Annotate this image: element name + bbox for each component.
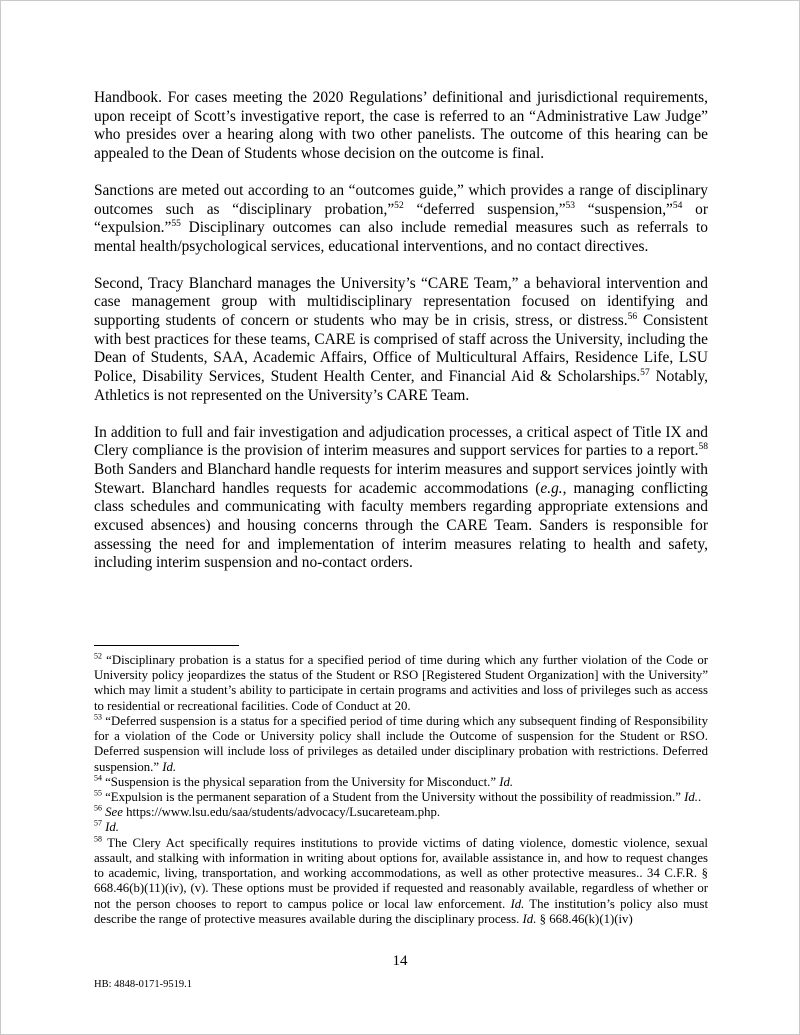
paragraph-2: Sanctions are meted out according to an “outcomes guide,” which provides a range of disciplinary outcomes such as “disciplinary probation,”$^{52}$ “deferred suspension,”$^{53}$ “suspension,”$^{54}$ or “expulsion.”$^{55}$ Disciplinary outcomes can also include remedial measures such as referrals to mental health/psychological services, educational interventions, and no contact directives. (94, 181, 708, 255)
paragraph-1: Handbook. For cases meeting the 2020 Regulations’ definitional and jurisdictional requirements, upon receipt of Scott’s investigative report, the case is referred to an “Administrative Law Judge” who presides over a hearing along with two other panelists. The outcome of this hearing can be appealed to the Dean of Students whose decision on the outcome is final. (94, 89, 708, 163)
footer-doc-id: HB: 4848-0171-9519.1 (94, 979, 192, 990)
footnote-55: $^{55}$ “Expulsion is the permanent separation of a Student from the University without the possibility of readmission.” Id.. (94, 788, 702, 804)
footnote-58: $^{58}$ The Clery Act specifically requires institutions to provide victims of dating violence, domestic violence, sexual assault, and stalking with information in writing about options for, available assistance in, and how to request changes to academic, living, transportation, and working accommodations, as well as other protective measures.. 34 C.F.R. § 668.46(b)(11)(iv), (v). These options must be provided if requested and reasonably available, regardless of whether or not the person chooses to report to campus police or local law enforcement. Id. The institution’s policy also must describe the range of protective measures available during the disciplinary process. Id. § 668.46(k)(1)(iv) (94, 834, 709, 926)
footnote-area (94, 645, 708, 927)
page-number: 14 (392, 953, 408, 969)
footnote-53: $^{53}$ “Deferred suspension is a status for a specified period of time during which any subsequent finding of Responsibility for a violation of the Code or University policy shall include the Outcome of suspension for the Student or RSO. Deferred suspension will include loss of privileges as detailed under disciplinary probation with restrictions. Deferred suspension.” Id. (94, 712, 708, 774)
footnote-52: $^{52}$ “Disciplinary probation is a status for a specified period of time during which any further violation of the Code or University policy jeopardizes the status of the Student or RSO [Registered Student Organization] with the University” which may limit a student’s ability to participate in certain programs and activities and loss of privileges such as access to residential or recreational facilities. Code of Conduct at 20. (94, 651, 708, 713)
body-text (94, 89, 708, 591)
footnote-57: $^{57}$ Id. (94, 819, 119, 835)
footnote-separator (94, 645, 239, 646)
footnote-54: $^{54}$ “Suspension is the physical separation from the University for Misconduct.” Id. (94, 773, 514, 789)
paragraph-4: In addition to full and fair investigation and adjudication processes, a critical aspect of Title IX and Clery compliance is the provision of interim measures and support services for parties to a report.$^{58}$ Both Sanders and Blanchard handle requests for interim measures and support services jointly with Stewart. Blanchard handles requests for academic accommodations (e.g., managing conflicting class schedules and communicating with faculty members regarding appropriate extensions and excused absences) and housing concerns through the CARE Team. Sanders is responsible for assessing the need for and implementation of interim measures relating to health and safety, including interim suspension and no-contact orders. (94, 423, 708, 572)
paragraph-3: Second, Tracy Blanchard manages the University’s “CARE Team,” a behavioral intervention and case management group with multidisciplinary representation focused on identifying and supporting students of concern or students who may be in crisis, stress, or distress.$^{56}$ Consistent with best practices for these teams, CARE is comprised of staff across the University, including the Dean of Students, SAA, Academic Affairs, Office of Multicultural Affairs, Residence Life, LSU Police, Disability Services, Student Health Center, and Financial Aid & Scholarships.$^{57}$ Notably, Athletics is not represented on the University’s CARE Team. (94, 274, 708, 404)
footnote-56: $^{56}$ See https://www.lsu.edu/saa/students/advocacy/Lsucareteam.php. (94, 803, 441, 820)
